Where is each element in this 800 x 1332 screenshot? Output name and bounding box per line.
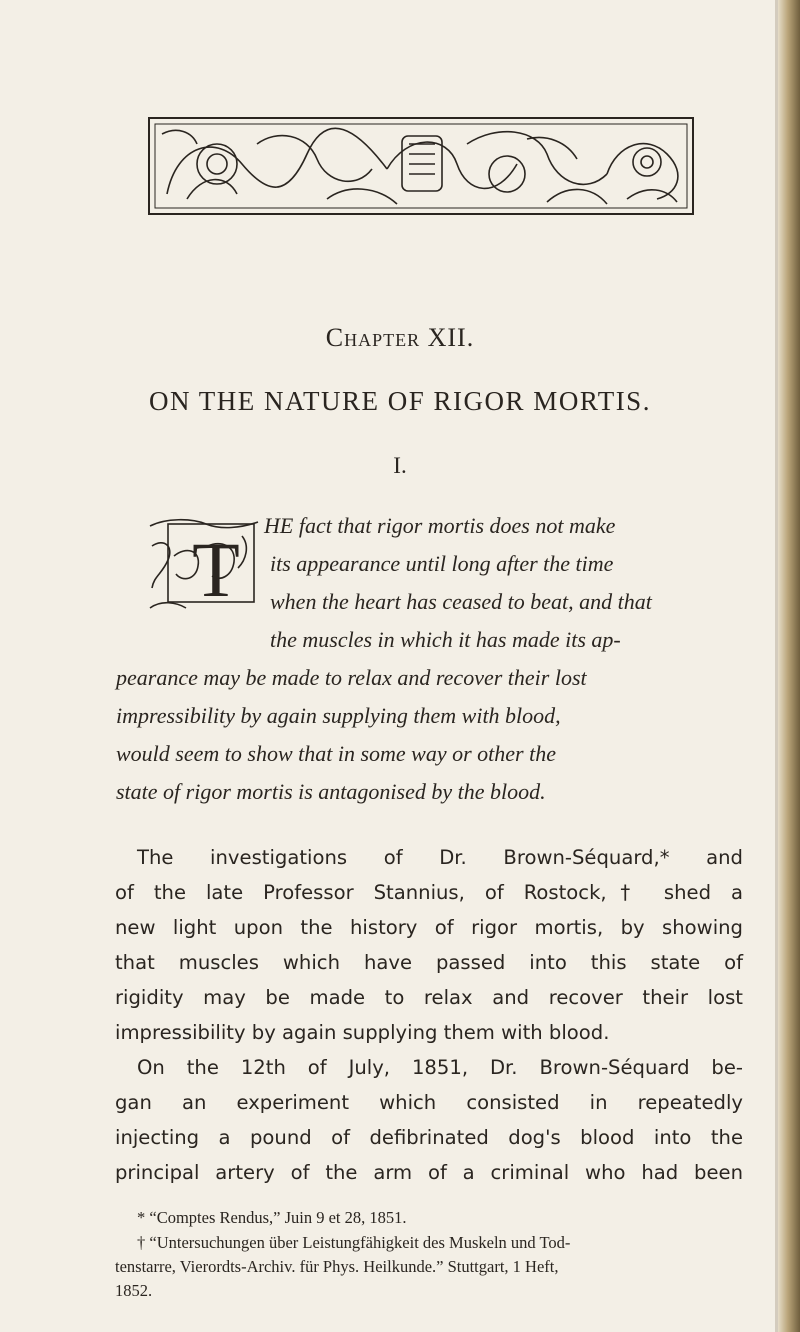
footnote-2: † “Untersuchungen über Leistungfähigkeit des Muskeln und Tod- (137, 1233, 571, 1252)
section-number: I. (393, 453, 407, 478)
intro-line: HE fact that rigor mortis does not make (264, 513, 616, 538)
body-line: The investigations of Dr. Brown-Séquard,* and (137, 846, 743, 869)
body-line: rigidity may be made to relax and recover their lost (115, 986, 743, 1009)
intro-line: impressibility by again supplying them with blood, (116, 703, 561, 728)
drop-cap-letter: T (192, 526, 240, 612)
ornamental-headpiece (147, 114, 695, 218)
body-line: new light upon the history of rigor mortis, by showing (115, 916, 743, 939)
intro-line: state of rigor mortis is antagonised by the blood. (116, 779, 546, 804)
intro-line: the muscles in which it has made its ap- (270, 627, 621, 652)
decorated-initial-t (146, 516, 260, 612)
body-line: injecting a pound of defibrinated dog's blood into the (115, 1126, 743, 1149)
body-line: principal artery of the arm of a criminal who had been (115, 1161, 743, 1184)
intro-line: would seem to show that in some way or other the (116, 741, 556, 766)
footnote-2-continued: 1852. (115, 1281, 153, 1300)
book-spine-edge (778, 0, 800, 1332)
intro-line: its appearance until long after the time (270, 551, 614, 576)
body-line: On the 12th of July, 1851, Dr. Brown-Séquard be- (137, 1056, 743, 1079)
body-line: impressibility by again supplying them with blood. (115, 1021, 610, 1044)
body-line: of the late Professor Stannius, of Rostock,† shed a (115, 881, 743, 904)
chapter-heading: Chapter XII. (325, 323, 475, 352)
chapter-title: ON THE NATURE OF RIGOR MORTIS. (149, 386, 651, 416)
intro-line: pearance may be made to relax and recover their lost (116, 665, 587, 690)
body-line: that muscles which have passed into this state of (115, 951, 743, 974)
intro-line: when the heart has ceased to beat, and that (270, 589, 652, 614)
footnote-2-continued: tenstarre, Vierordts-Archiv. für Phys. Heilkunde.” Stuttgart, 1 Heft, (115, 1257, 559, 1276)
body-line: gan an experiment which consisted in repeatedly (115, 1091, 743, 1114)
footnote-1: * “Comptes Rendus,” Juin 9 et 28, 1851. (137, 1208, 407, 1227)
